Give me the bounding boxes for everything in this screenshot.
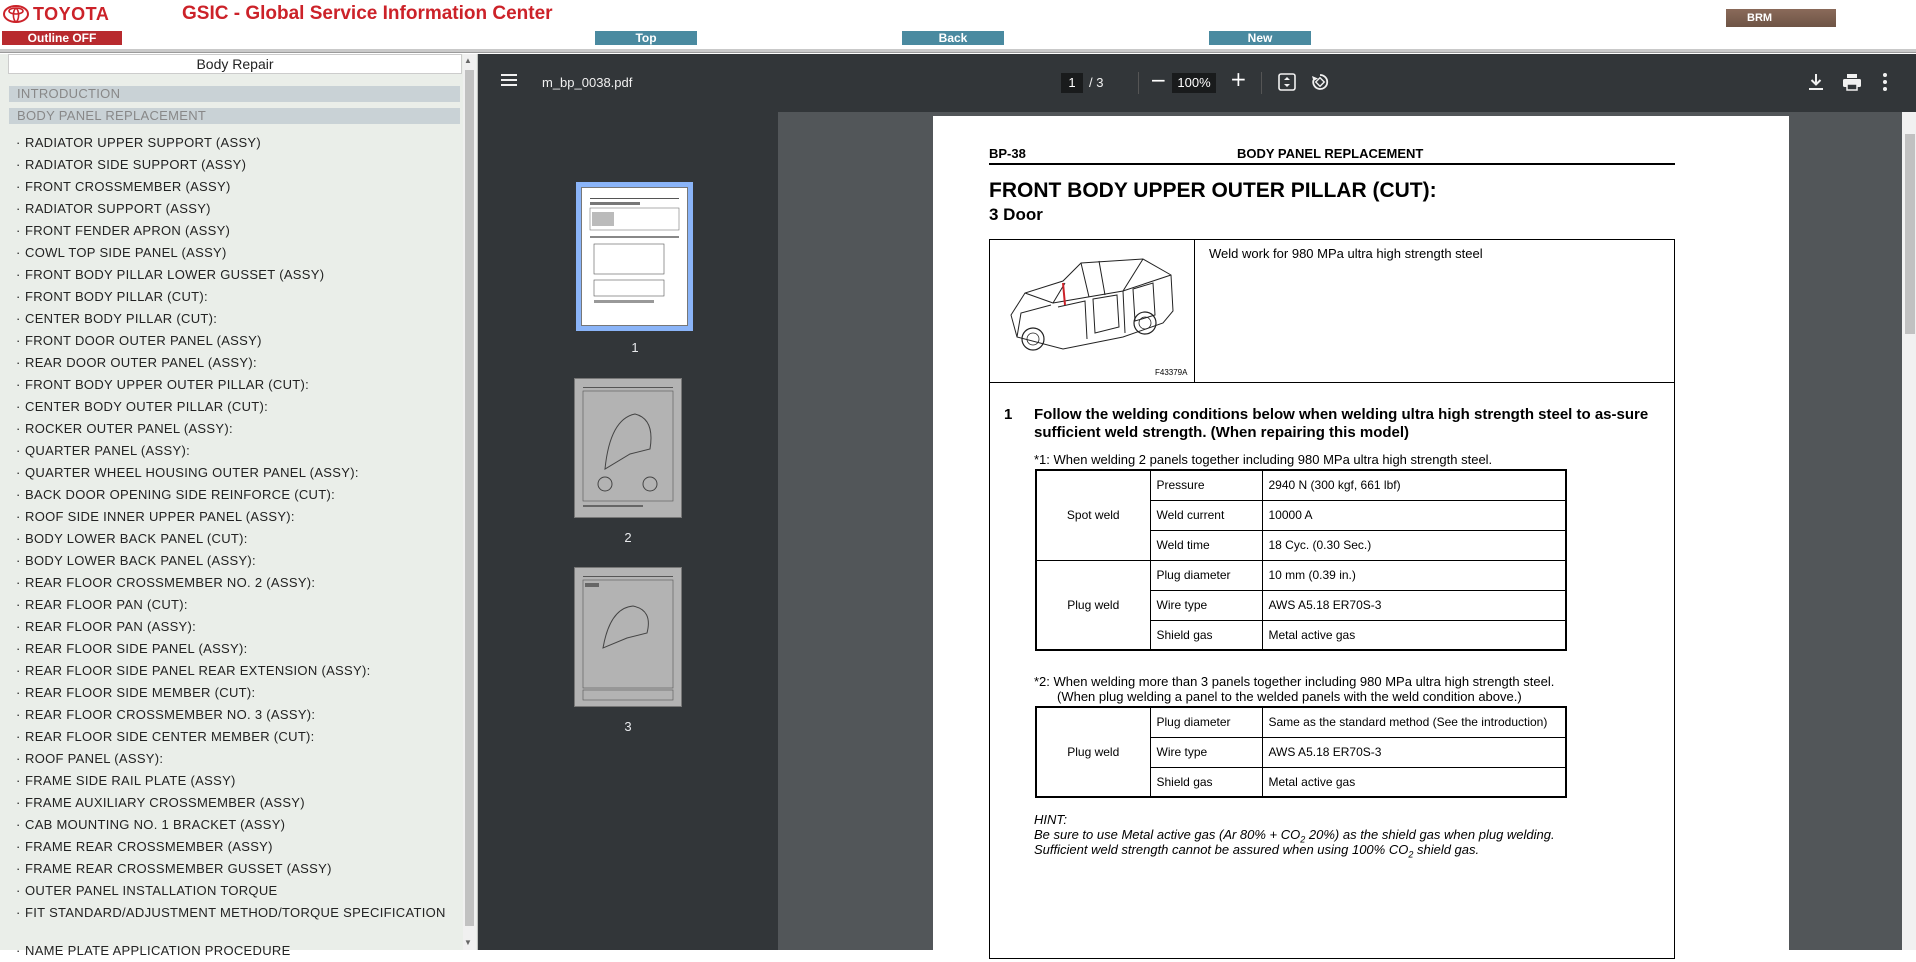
condition-note-2: *2: When welding more than 3 panels together including 980 MPa ultra high strength steel. bbox=[1034, 674, 1555, 689]
hint-text: Be sure to use Metal active gas (Ar 80% + CO bbox=[1034, 827, 1301, 842]
outline-item-label: CAB MOUNTING NO. 1 BRACKET (ASSY) bbox=[25, 817, 286, 832]
rotate-icon[interactable] bbox=[1310, 72, 1330, 92]
outline-item-label: REAR FLOOR SIDE PANEL (ASSY): bbox=[25, 641, 248, 656]
bullet-icon: · bbox=[16, 685, 21, 700]
value-cell: Same as the standard method (See the introduction) bbox=[1262, 707, 1566, 737]
outline-item-label: FRONT DOOR OUTER PANEL (ASSY) bbox=[25, 333, 262, 348]
outline-item[interactable] bbox=[0, 726, 460, 748]
page-code: BP-38 bbox=[989, 146, 1026, 161]
step-text: Follow the welding conditions below when welding ultra high strength steel to as-sure sufficient weld strength. (When repairing this model) bbox=[1034, 406, 1649, 441]
outline-list bbox=[0, 132, 460, 962]
outline-item-label: REAR FLOOR PAN (CUT): bbox=[25, 597, 188, 612]
outline-item[interactable] bbox=[0, 374, 460, 396]
weld-conditions-table-2 bbox=[1035, 706, 1567, 798]
zoom-out-icon[interactable]: − bbox=[1150, 68, 1167, 92]
outline-item[interactable] bbox=[0, 396, 460, 418]
bullet-icon: · bbox=[16, 839, 21, 854]
outline-toggle-button[interactable]: Outline OFF bbox=[2, 31, 122, 45]
print-icon[interactable] bbox=[1842, 73, 1862, 91]
bullet-icon: · bbox=[16, 201, 21, 216]
outline-item-label: RADIATOR SIDE SUPPORT (ASSY) bbox=[25, 157, 247, 172]
outline-item-label: FRONT BODY UPPER OUTER PILLAR (CUT): bbox=[25, 377, 310, 392]
outline-item[interactable] bbox=[0, 682, 460, 704]
outline-item-label: FRONT BODY PILLAR (CUT): bbox=[25, 289, 208, 304]
sidebar-title: Body Repair bbox=[8, 54, 462, 74]
outline-item[interactable] bbox=[0, 638, 460, 660]
outline-item[interactable] bbox=[0, 462, 460, 484]
outline-item[interactable] bbox=[0, 176, 460, 198]
bullet-icon: · bbox=[16, 883, 21, 898]
outline-item-label: RADIATOR UPPER SUPPORT (ASSY) bbox=[25, 135, 262, 150]
back-button[interactable]: Back bbox=[902, 31, 1004, 45]
bullet-icon: · bbox=[16, 487, 21, 502]
outline-item[interactable] bbox=[0, 242, 460, 264]
new-button[interactable]: New bbox=[1209, 31, 1311, 45]
outline-item[interactable] bbox=[0, 814, 460, 836]
spot-weld-label: Spot weld bbox=[1036, 470, 1150, 560]
document-scrollbar-thumb[interactable] bbox=[1905, 134, 1915, 334]
toolbar-separator bbox=[1138, 72, 1139, 94]
step-number: 1 bbox=[1004, 406, 1013, 423]
outline-item[interactable] bbox=[0, 308, 460, 330]
toyota-logo bbox=[3, 4, 109, 24]
bullet-icon: · bbox=[16, 135, 21, 150]
subscript: 2 bbox=[1408, 849, 1414, 860]
bullet-icon: · bbox=[16, 553, 21, 568]
value-cell: Metal active gas bbox=[1262, 767, 1566, 797]
outline-sidebar bbox=[0, 54, 478, 958]
toolbar-separator bbox=[1261, 72, 1262, 94]
thumbnail-page-2[interactable] bbox=[574, 378, 682, 518]
value-cell: 10 mm (0.39 in.) bbox=[1262, 560, 1566, 590]
bullet-icon: · bbox=[16, 597, 21, 612]
page-subtitle: 3 Door bbox=[989, 205, 1043, 224]
outline-item-label: COWL TOP SIDE PANEL (ASSY) bbox=[25, 245, 227, 260]
outline-item-label: BODY LOWER BACK PANEL (ASSY): bbox=[25, 553, 256, 568]
section-introduction[interactable]: INTRODUCTION bbox=[9, 86, 460, 102]
thumbnail-sidebar bbox=[478, 112, 778, 950]
more-options-icon[interactable] bbox=[1882, 72, 1888, 92]
vehicle-body-figure bbox=[1003, 253, 1181, 365]
pdf-filename: m_bp_0038.pdf bbox=[542, 75, 633, 90]
thumbnail-preview-image bbox=[575, 568, 681, 706]
pdf-page bbox=[933, 116, 1789, 950]
app-title: GSIC - Global Service Information Center bbox=[182, 3, 553, 24]
pdf-viewer bbox=[478, 54, 1916, 950]
outline-item[interactable] bbox=[0, 286, 460, 308]
thumbnail-label: 3 bbox=[624, 719, 632, 734]
outline-item[interactable] bbox=[0, 836, 460, 858]
toyota-emblem-icon bbox=[3, 5, 29, 23]
outline-item-label: BACK DOOR OPENING SIDE REINFORCE (CUT): bbox=[25, 487, 336, 502]
brand-name: TOYOTA bbox=[33, 3, 110, 24]
header-divider bbox=[0, 49, 1916, 53]
outline-item[interactable] bbox=[0, 572, 460, 594]
hint-text: shield gas. bbox=[1413, 842, 1480, 857]
bullet-icon: · bbox=[16, 751, 21, 766]
plug-weld-label: Plug weld bbox=[1036, 707, 1150, 797]
outline-item[interactable] bbox=[0, 264, 460, 286]
bullet-icon: · bbox=[16, 443, 21, 458]
thumbnail-label: 1 bbox=[631, 340, 639, 355]
outline-item-label: REAR FLOOR PAN (ASSY): bbox=[25, 619, 197, 634]
outline-item[interactable] bbox=[0, 418, 460, 440]
value-cell: 18 Cyc. (0.30 Sec.) bbox=[1262, 530, 1566, 560]
bullet-icon: · bbox=[16, 223, 21, 238]
bullet-icon: · bbox=[16, 509, 21, 524]
sidebar-scrollbar-thumb[interactable] bbox=[465, 70, 474, 926]
hint-text: Sufficient weld strength cannot be assured when using 100% CO bbox=[1034, 842, 1409, 857]
bullet-icon: · bbox=[16, 245, 21, 260]
frame-divider bbox=[1195, 382, 1675, 383]
hint-line-2 bbox=[1034, 842, 1479, 860]
outline-item-label: RADIATOR SUPPORT (ASSY) bbox=[25, 201, 211, 216]
bullet-icon: · bbox=[16, 861, 21, 876]
bullet-icon: · bbox=[16, 311, 21, 326]
bullet-icon: · bbox=[16, 355, 21, 370]
outline-item[interactable] bbox=[0, 198, 460, 220]
weld-note: Weld work for 980 MPa ultra high strength steel bbox=[1209, 246, 1483, 261]
download-icon[interactable] bbox=[1808, 73, 1824, 91]
page-number-input[interactable]: 1 bbox=[1061, 73, 1083, 93]
bullet-icon: · bbox=[16, 421, 21, 436]
outline-item[interactable] bbox=[0, 792, 460, 814]
outline-item[interactable] bbox=[0, 594, 460, 616]
bullet-icon: · bbox=[16, 157, 21, 172]
outline-item-label: REAR FLOOR SIDE PANEL REAR EXTENSION (ASSY): bbox=[25, 663, 371, 678]
fit-page-icon[interactable] bbox=[1278, 73, 1296, 91]
outline-item[interactable] bbox=[0, 352, 460, 374]
zoom-level-input[interactable]: 100% bbox=[1172, 73, 1216, 93]
table-row bbox=[1036, 707, 1566, 737]
outline-item[interactable] bbox=[0, 484, 460, 506]
scroll-down-arrow-icon[interactable]: ▼ bbox=[464, 938, 472, 947]
bullet-icon: · bbox=[16, 377, 21, 392]
page-total: / 3 bbox=[1089, 75, 1104, 90]
param-cell: Wire type bbox=[1150, 737, 1262, 767]
bullet-icon: · bbox=[16, 465, 21, 480]
table-row bbox=[1036, 470, 1566, 500]
outline-item-label: FRAME AUXILIARY CROSSMEMBER (ASSY) bbox=[25, 795, 305, 810]
hint-text: 20%) as the shield gas when plug welding. bbox=[1305, 827, 1555, 842]
outline-item-label: FIT STANDARD/ADJUSTMENT METHOD/TORQUE SPECIFICATION bbox=[25, 905, 446, 920]
outline-item-label: CENTER BODY PILLAR (CUT): bbox=[25, 311, 218, 326]
param-cell: Wire type bbox=[1150, 590, 1262, 620]
param-cell: Shield gas bbox=[1150, 620, 1262, 650]
thumbnail-label: 2 bbox=[624, 530, 632, 545]
param-cell: Pressure bbox=[1150, 470, 1262, 500]
top-button[interactable]: Top bbox=[595, 31, 697, 45]
bullet-icon: · bbox=[16, 619, 21, 634]
outline-item-label: FRAME SIDE RAIL PLATE (ASSY) bbox=[25, 773, 236, 788]
page-title: FRONT BODY UPPER OUTER PILLAR (CUT): bbox=[989, 179, 1437, 202]
plug-weld-label: Plug weld bbox=[1036, 560, 1150, 650]
outline-item-label: REAR FLOOR CROSSMEMBER NO. 2 (ASSY): bbox=[25, 575, 316, 590]
bullet-icon: · bbox=[16, 267, 21, 282]
weld-conditions-table-1 bbox=[1035, 469, 1567, 651]
outline-item[interactable] bbox=[0, 748, 460, 770]
condition-note-1: *1: When welding 2 panels together including 980 MPa ultra high strength steel. bbox=[1034, 452, 1493, 467]
outline-item[interactable] bbox=[0, 506, 460, 528]
outline-item-label: FRONT BODY PILLAR LOWER GUSSET (ASSY) bbox=[25, 267, 325, 282]
outline-item[interactable] bbox=[0, 858, 460, 880]
pdf-toolbar bbox=[478, 54, 1916, 112]
param-cell: Weld time bbox=[1150, 530, 1262, 560]
bullet-icon: · bbox=[16, 817, 21, 832]
outline-item[interactable] bbox=[0, 220, 460, 242]
outline-item-label: ROCKER OUTER PANEL (ASSY): bbox=[25, 421, 233, 436]
outline-item-label: FRAME REAR CROSSMEMBER (ASSY) bbox=[25, 839, 273, 854]
outline-item-label: QUARTER PANEL (ASSY): bbox=[25, 443, 190, 458]
brm-button[interactable]: BRM bbox=[1726, 9, 1836, 27]
outline-item-label: QUARTER WHEEL HOUSING OUTER PANEL (ASSY): bbox=[25, 465, 359, 480]
bullet-icon: · bbox=[16, 795, 21, 810]
value-cell: Metal active gas bbox=[1262, 620, 1566, 650]
value-cell: 2940 N (300 kgf, 661 lbf) bbox=[1262, 470, 1566, 500]
outline-item-label: CENTER BODY OUTER PILLAR (CUT): bbox=[25, 399, 269, 414]
outline-item-label: FRONT CROSSMEMBER (ASSY) bbox=[25, 179, 231, 194]
outline-item[interactable] bbox=[0, 528, 460, 550]
page-section-title: BODY PANEL REPLACEMENT bbox=[1237, 146, 1424, 161]
bullet-icon: · bbox=[16, 179, 21, 194]
outline-item-label: FRONT FENDER APRON (ASSY) bbox=[25, 223, 231, 238]
outline-item[interactable] bbox=[0, 940, 460, 962]
bullet-icon: · bbox=[16, 707, 21, 722]
thumbnail-preview-image bbox=[582, 188, 687, 325]
bullet-icon: · bbox=[16, 773, 21, 788]
header-rule bbox=[989, 163, 1675, 165]
outline-item-label: ROOF SIDE INNER UPPER PANEL (ASSY): bbox=[25, 509, 295, 524]
outline-item-label: BODY LOWER BACK PANEL (CUT): bbox=[25, 531, 248, 546]
param-cell: Shield gas bbox=[1150, 767, 1262, 797]
outline-item[interactable] bbox=[0, 704, 460, 726]
menu-icon[interactable] bbox=[501, 73, 517, 87]
value-cell: AWS A5.18 ER70S-3 bbox=[1262, 737, 1566, 767]
scroll-up-arrow-icon[interactable]: ▲ bbox=[464, 56, 472, 65]
outline-item-label: REAR DOOR OUTER PANEL (ASSY): bbox=[25, 355, 257, 370]
outline-item-label: ROOF PANEL (ASSY): bbox=[25, 751, 164, 766]
outline-item-label: REAR FLOOR SIDE MEMBER (CUT): bbox=[25, 685, 256, 700]
bullet-icon: · bbox=[16, 289, 21, 304]
bullet-icon: · bbox=[16, 575, 21, 590]
thumbnail-preview-image bbox=[575, 379, 681, 517]
bullet-icon: · bbox=[16, 333, 21, 348]
outline-item-label: REAR FLOOR SIDE CENTER MEMBER (CUT): bbox=[25, 729, 315, 744]
outline-item-label: NAME PLATE APPLICATION PROCEDURE bbox=[25, 943, 291, 958]
bullet-icon: · bbox=[16, 729, 21, 744]
section-body-panel-replacement[interactable]: BODY PANEL REPLACEMENT bbox=[9, 108, 460, 124]
param-cell: Weld current bbox=[1150, 500, 1262, 530]
outline-item[interactable] bbox=[0, 770, 460, 792]
outline-item-label: FRAME REAR CROSSMEMBER GUSSET (ASSY) bbox=[25, 861, 332, 876]
bullet-icon: · bbox=[16, 663, 21, 678]
param-cell: Plug diameter bbox=[1150, 560, 1262, 590]
thumbnail-page-1[interactable] bbox=[581, 187, 688, 326]
outline-item-label: REAR FLOOR CROSSMEMBER NO. 3 (ASSY): bbox=[25, 707, 316, 722]
table-row bbox=[1036, 560, 1566, 590]
bullet-icon: · bbox=[16, 905, 21, 920]
bullet-icon: · bbox=[16, 399, 21, 414]
figure-code: F43379A bbox=[1155, 368, 1188, 377]
bullet-icon: · bbox=[16, 641, 21, 656]
condition-note-2-detail: (When plug welding a panel to the welded panels with the weld condition above.) bbox=[1057, 689, 1522, 704]
outline-item-label: OUTER PANEL INSTALLATION TORQUE bbox=[25, 883, 278, 898]
bullet-icon: · bbox=[16, 943, 21, 958]
subscript: 2 bbox=[1300, 834, 1306, 845]
outline-item[interactable] bbox=[0, 132, 460, 154]
param-cell: Plug diameter bbox=[1150, 707, 1262, 737]
value-cell: 10000 A bbox=[1262, 500, 1566, 530]
outline-item[interactable] bbox=[0, 616, 460, 638]
outline-item[interactable] bbox=[0, 550, 460, 572]
outline-item[interactable] bbox=[0, 902, 460, 940]
value-cell: AWS A5.18 ER70S-3 bbox=[1262, 590, 1566, 620]
thumbnail-page-3[interactable] bbox=[574, 567, 682, 707]
outline-item[interactable] bbox=[0, 880, 460, 902]
outline-item[interactable] bbox=[0, 154, 460, 176]
hint-label: HINT: bbox=[1034, 812, 1067, 827]
outline-item[interactable] bbox=[0, 330, 460, 352]
bullet-icon: · bbox=[16, 531, 21, 546]
top-header bbox=[0, 0, 1916, 50]
outline-item[interactable] bbox=[0, 660, 460, 682]
zoom-in-icon[interactable]: + bbox=[1230, 67, 1247, 91]
outline-item[interactable] bbox=[0, 440, 460, 462]
